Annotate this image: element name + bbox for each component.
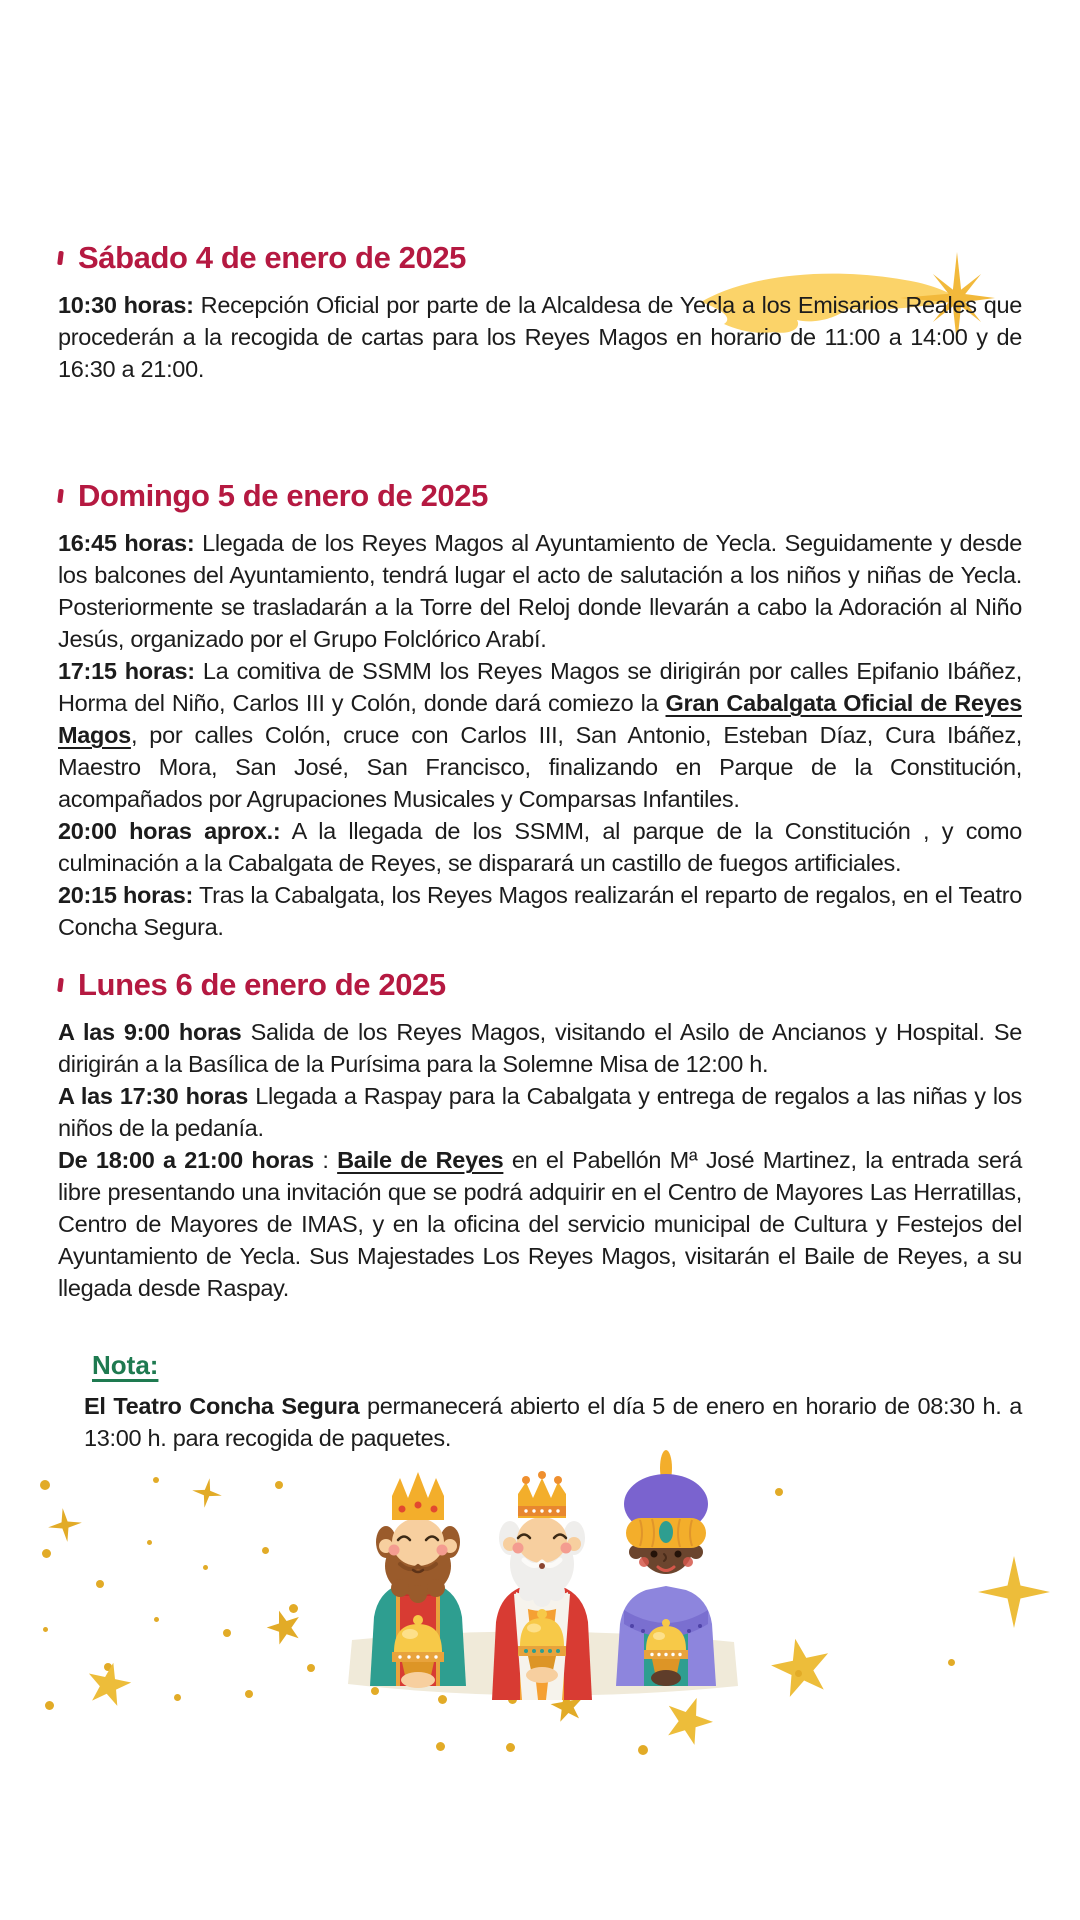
day-heading-monday: Lunes 6 de enero de 2025 — [58, 967, 1022, 1003]
star-dot — [153, 1477, 159, 1483]
star-dot — [506, 1743, 515, 1752]
king-melchior — [370, 1472, 466, 1688]
star-dot — [307, 1664, 315, 1672]
time-label: El Teatro Concha Segura — [84, 1393, 360, 1419]
star-dot — [174, 1694, 181, 1701]
time-label: A las 9:00 horas — [58, 1019, 242, 1045]
star-dot — [262, 1547, 269, 1554]
star-dot — [42, 1549, 51, 1558]
sparkle-star-icon — [46, 1506, 84, 1544]
sparkle-star-icon — [190, 1476, 225, 1511]
five-point-star-icon — [764, 1629, 838, 1703]
note-block — [84, 1349, 1022, 1454]
star-dot — [203, 1565, 208, 1570]
body-text: Tras la Cabalgata, los Reyes Magos realizarán el reparto de regalos, en el Teatro Concha Segura. — [58, 882, 1022, 940]
time-label: 17:15 horas: — [58, 658, 195, 684]
star-dot — [275, 1481, 283, 1489]
body-text: en el Pabellón Mª José Martinez, la entrada será libre presentando una invitación que se podrá adquirir en el Centro de Mayores Las Herratillas, Centro de Mayores de IMAS, y en la oficina del servicio municipal de Cultura y Festejos del Ayuntamiento de Yecla. Sus Majestades Los Reyes Magos, visitarán el Baile de Reyes, a su llegada desde Raspay. — [58, 1147, 1023, 1301]
body-text: : — [313, 1147, 338, 1173]
star-dot — [45, 1701, 54, 1710]
body-text: , por calles Colón, cruce con Carlos III, San Antonio, Esteban Díaz, Cura Ibáñez, Maestro Mora, San José, San Francisco, finalizando en Parque de la Constitución, acompañados por Agrupaciones Musicales y Comparsas Infantiles. — [58, 722, 1022, 812]
star-dot — [245, 1690, 253, 1698]
star-dot — [775, 1488, 783, 1496]
paragraph — [58, 879, 1022, 943]
star-dot — [154, 1617, 159, 1622]
paragraph — [58, 289, 1022, 385]
star-dot — [638, 1745, 648, 1755]
body-text: Salida de los Reyes Magos, visitando el Asilo de Ancianos y Hospital. Se dirigirán a la Basílica de la Purísima para la Solemne Misa de 12:00 h. — [58, 1019, 1022, 1077]
time-label: 20:15 horas: — [58, 882, 194, 908]
star-dot — [43, 1627, 48, 1632]
time-label: De 18:00 a 21:00 horas — [58, 1147, 314, 1173]
body-text: Recepción Oficial por parte de la Alcaldesa de Yecla a los Emisarios Reales que procederán a la recogida de cartas para los Reyes Magos en horario de 11:00 a 14:00 y de 16:30 a 21:00. — [58, 292, 1023, 382]
day-heading-saturday: Sábado 4 de enero de 2025 — [58, 240, 1022, 276]
highlighted-text: Gran Cabalgata Oficial de Reyes Magos — [58, 690, 1022, 748]
five-point-star-icon — [261, 1603, 306, 1648]
highlighted-text: Baile de Reyes — [337, 1147, 504, 1173]
note-heading: Nota: — [92, 1350, 159, 1380]
star-dot — [795, 1670, 802, 1677]
star-dot — [40, 1480, 50, 1490]
time-label: 10:30 horas: — [58, 292, 194, 318]
king-balthazar — [616, 1450, 716, 1686]
body-text: La comitiva de SSMM los Reyes Magos se dirigirán por calles Epifanio Ibáñez, Horma del Niño, Carlos III y Colón, donde dará comiezo la — [58, 658, 1022, 716]
star-dot — [147, 1540, 152, 1545]
sunday-paragraphs — [58, 527, 1022, 943]
king-caspar — [492, 1471, 592, 1700]
section-sunday — [58, 478, 1022, 943]
section-saturday — [58, 240, 1022, 385]
paragraph — [58, 815, 1022, 879]
body-text: A la llegada de los SSMM, al parque de la Constitución , y como culminación a la Cabalgata de Reyes, se disparará un castillo de fuegos artificiales. — [58, 818, 1022, 876]
body-text: permanecerá abierto el día 5 de enero en horario de 08:30 h. a 13:00 h. para recogida de paquetes. — [84, 1393, 1022, 1451]
star-dot — [289, 1604, 298, 1613]
star-dot — [96, 1580, 104, 1588]
three-kings-illustration — [340, 1442, 745, 1714]
paragraph — [58, 1080, 1022, 1144]
time-label: 20:00 horas aprox.: — [58, 818, 281, 844]
time-label: 16:45 horas: — [58, 530, 195, 556]
time-label: A las 17:30 horas — [58, 1083, 249, 1109]
paragraph — [58, 1016, 1022, 1080]
star-dot — [436, 1742, 445, 1751]
star-dot — [104, 1663, 112, 1671]
paragraph — [58, 1144, 1022, 1304]
program-document — [58, 240, 1022, 1454]
saturday-paragraphs — [58, 289, 1022, 385]
body-text: Llegada a Raspay para la Cabalgata y entrega de regalos a las niñas y los niños de la pedanía. — [58, 1083, 1022, 1141]
section-monday — [58, 967, 1022, 1304]
day-heading-sunday: Domingo 5 de enero de 2025 — [58, 478, 1022, 514]
star-dot — [223, 1629, 231, 1637]
five-point-star-icon — [82, 1656, 137, 1711]
paragraph — [58, 527, 1022, 655]
monday-paragraphs — [58, 1016, 1022, 1304]
body-text: Llegada de los Reyes Magos al Ayuntamiento de Yecla. Seguidamente y desde los balcones del Ayuntamiento, tendrá lugar el acto de salutación a los niños y niñas de Yecla. Posteriormente se trasladarán a la Torre del Reloj donde llevarán a cabo la Adoración al Niño Jesús, organizado por el Grupo Folclórico Arabí. — [58, 530, 1022, 652]
star-dot — [948, 1659, 955, 1666]
sparkle-star-icon — [978, 1556, 1050, 1628]
paragraph — [58, 655, 1022, 815]
